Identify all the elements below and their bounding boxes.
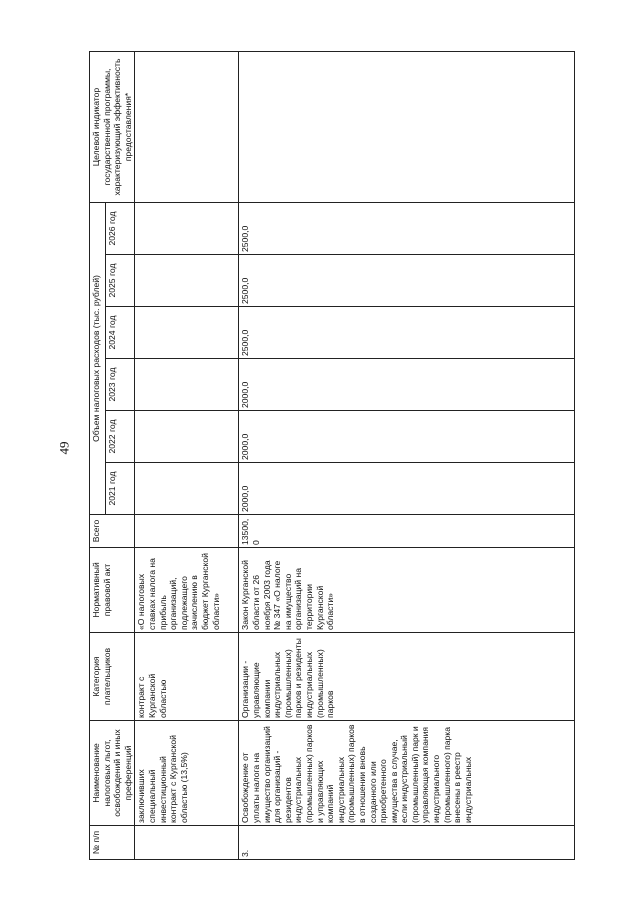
header-indicator: Целевой индикатор государственной программы, характеризующий эффективность предоставления* <box>90 52 135 203</box>
cell-indicator <box>239 52 575 203</box>
cell-value <box>135 307 239 359</box>
cell-value: 2500,0 <box>239 203 575 255</box>
cell-value: 2000,0 <box>239 359 575 411</box>
header-year: 2022 год <box>106 411 135 463</box>
cell-act: «О налоговых ставках налога на прибыль организаций, подлежащего зачислению в бюджет Курганской области» <box>135 548 239 633</box>
header-year: 2026 год <box>106 203 135 255</box>
header-act: Нормативный правовой акт <box>90 548 135 633</box>
cell-indicator <box>135 52 239 203</box>
header-year: 2025 год <box>106 255 135 307</box>
header-year: 2021 год <box>106 463 135 515</box>
cell-total: 13500,0 <box>239 515 575 548</box>
cell-act: Закон Курганской области от 26 ноября 2003 года № 347 «О налоге на имущество организаций на территории Курганской области» <box>239 548 575 633</box>
cell-category: Организации - управляющие компании индустриальных (промышленных) парков и резиденты индустриальных (промышленных) парков <box>239 633 575 721</box>
cell-total <box>135 515 239 548</box>
cell-value <box>135 359 239 411</box>
cell-value: 2000,0 <box>239 463 575 515</box>
rotated-table-wrapper <box>89 52 575 860</box>
header-year: 2024 год <box>106 307 135 359</box>
header-volume: Объем налоговых расходов (тыс. рублей) <box>90 203 106 515</box>
cell-value <box>135 255 239 307</box>
table-row <box>135 52 239 860</box>
cell-value <box>135 203 239 255</box>
page-number: 49 <box>56 441 72 455</box>
header-total: Всего <box>90 515 135 548</box>
cell-num: 3. <box>239 826 575 860</box>
tax-expenditure-table <box>89 51 575 860</box>
cell-num <box>135 826 239 860</box>
header-category: Категория плательщиков <box>90 633 135 721</box>
cell-category: контракт с Курганской областью <box>135 633 239 721</box>
cell-value: 2500,0 <box>239 307 575 359</box>
cell-name: заключивших специальный инвестиционный контракт с Курганской областью (13,5%) <box>135 721 239 826</box>
header-name: Наименование налоговых льгот, освобождений и иных преференций <box>90 721 135 826</box>
header-num: № п/п <box>90 826 135 860</box>
header-year: 2023 год <box>106 359 135 411</box>
cell-name: Освобождение от уплаты налога на имущество организаций для организаций - резидентов индустриальных (промышленных) парков и управляющих компаний индустриальных (промышленных) парков в отношении вновь созданного или приобретенного имущества в случае, если индустриальный (промышленный) парк и управляющая компания индустриального (промышленного) парка внесены в реестр индустриальных <box>239 721 575 826</box>
cell-value <box>135 411 239 463</box>
cell-value: 2000,0 <box>239 411 575 463</box>
table-row <box>239 52 575 860</box>
cell-value <box>135 463 239 515</box>
cell-value: 2500,0 <box>239 255 575 307</box>
